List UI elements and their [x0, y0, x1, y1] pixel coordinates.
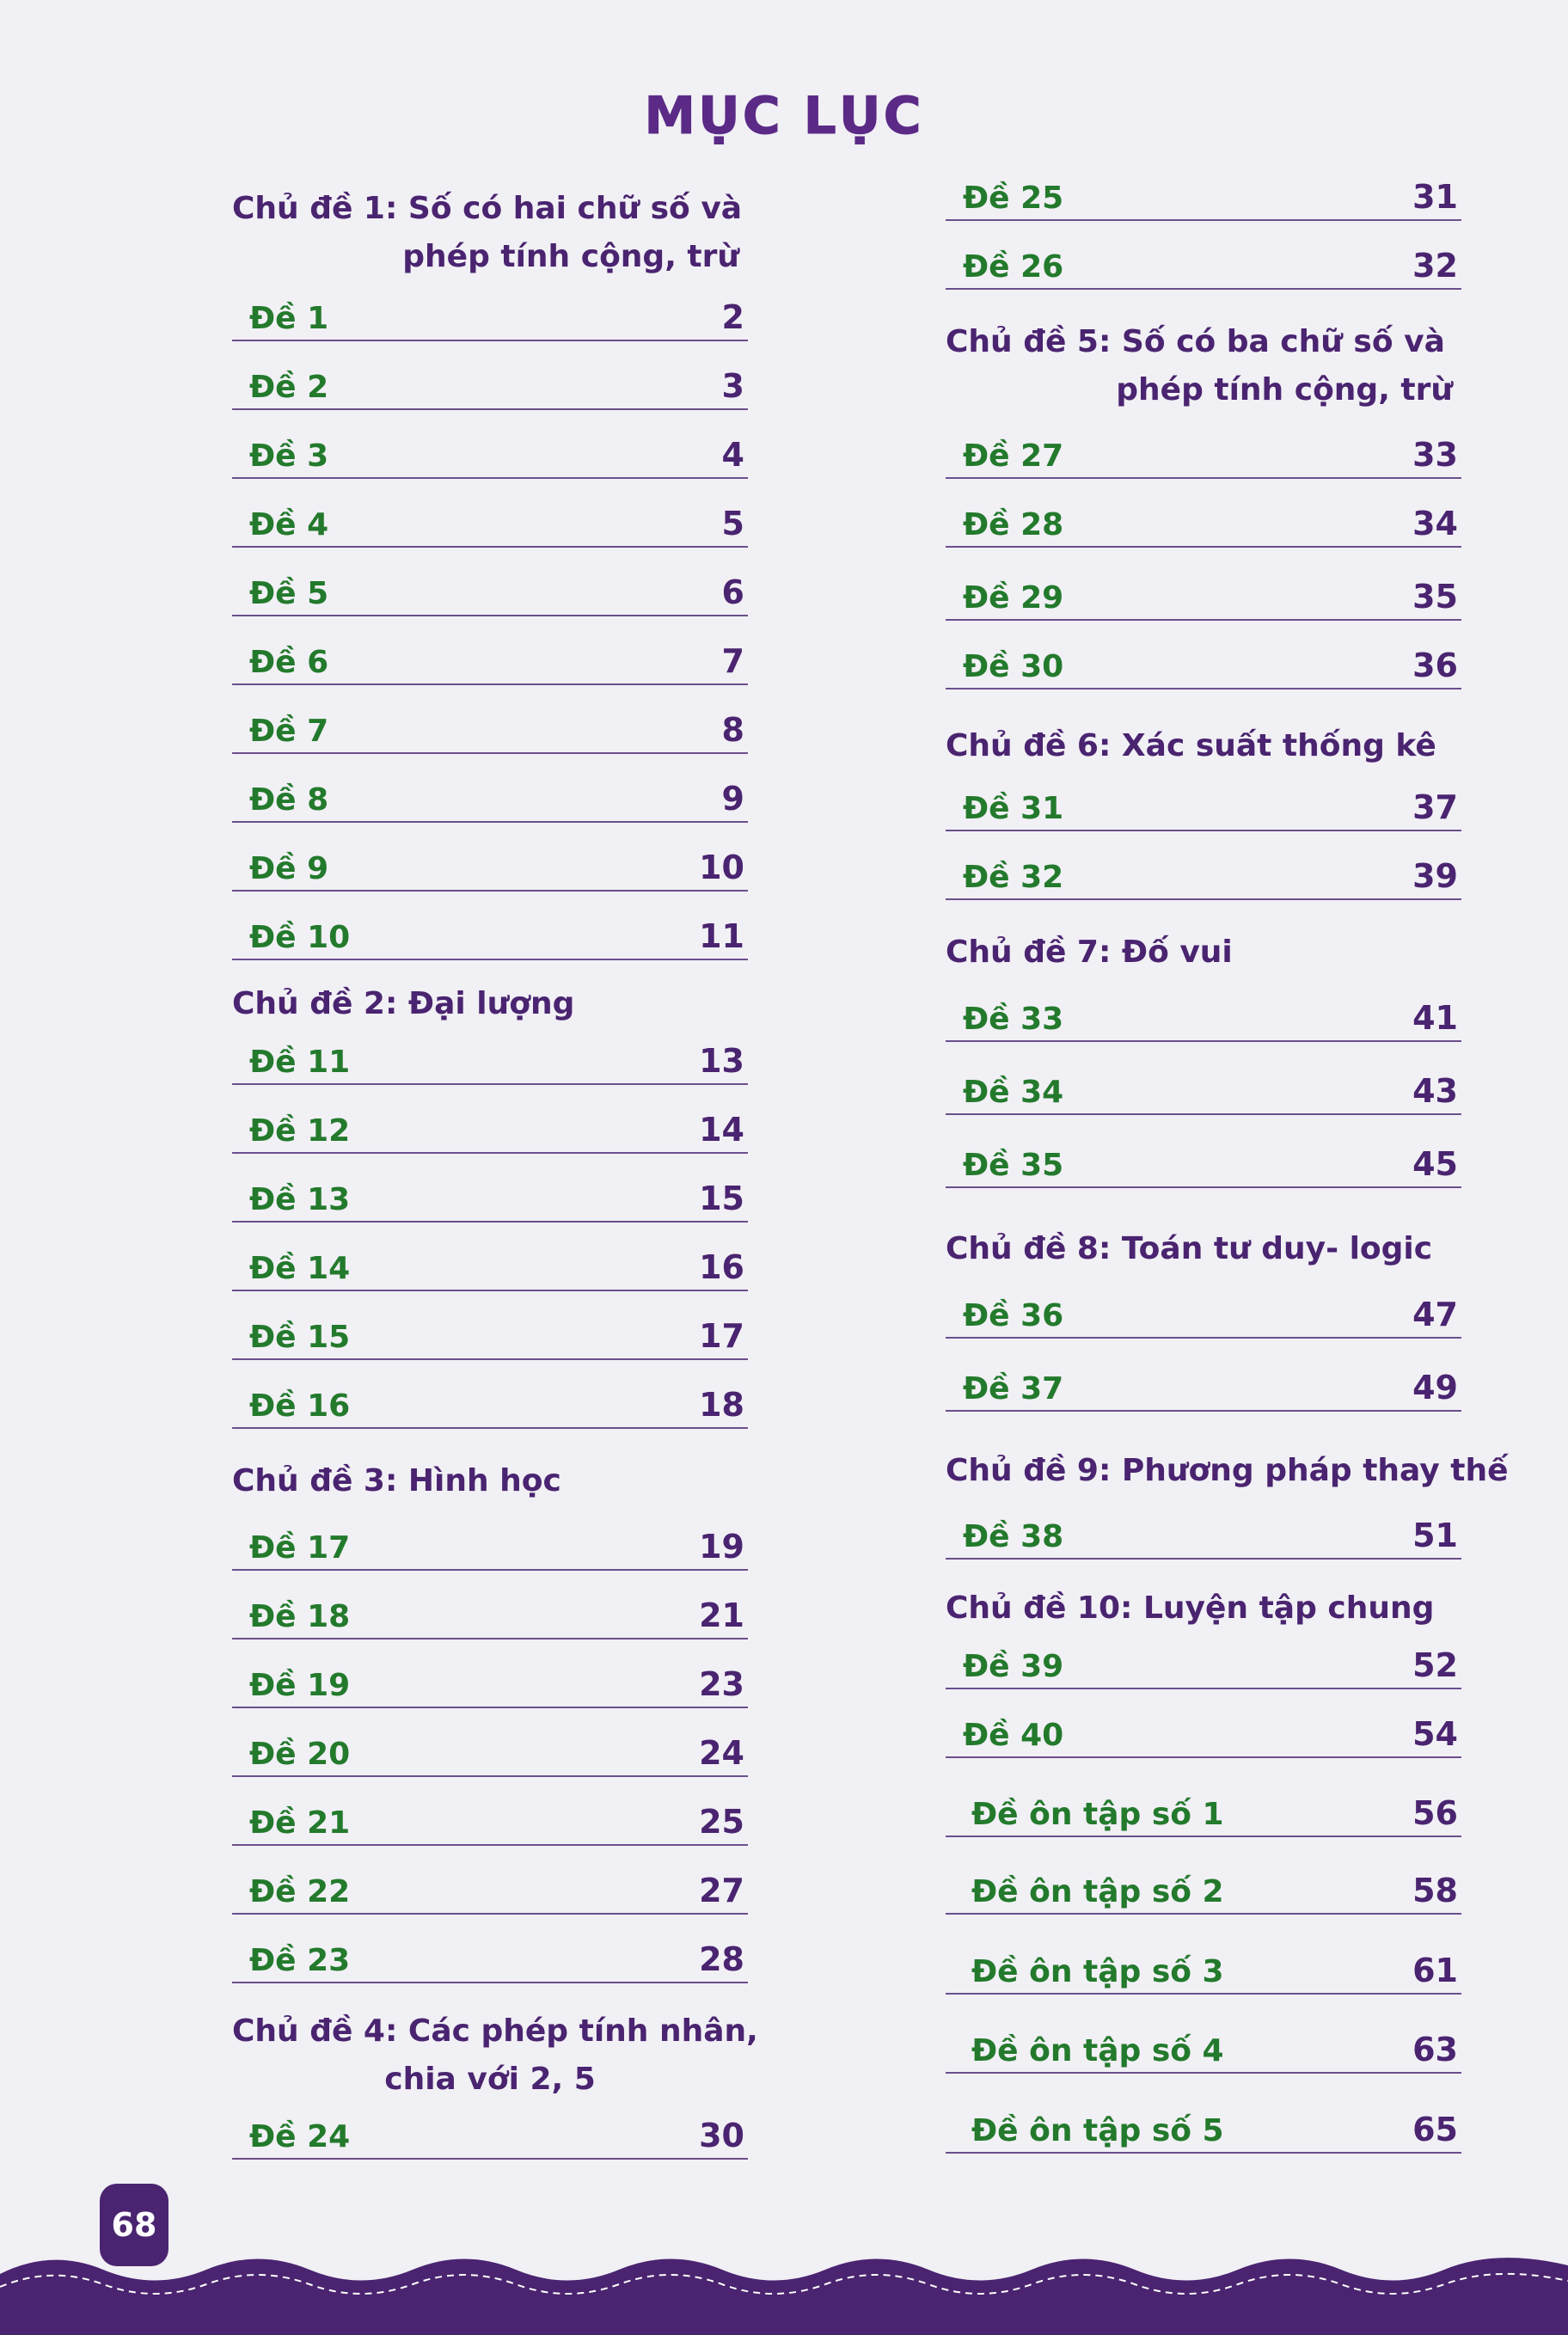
toc-entry[interactable]: Đề 35 45: [946, 1135, 1461, 1188]
topic-heading-9: Chủ đề 9: Phương pháp thay thế: [946, 1453, 1509, 1488]
toc-entry[interactable]: Đề 6 7: [232, 632, 748, 685]
toc-entry[interactable]: Đề 10 11: [232, 907, 748, 960]
toc-entry[interactable]: Đề 9 10: [232, 838, 748, 892]
toc-entry[interactable]: Đề 8 9: [232, 769, 748, 823]
toc-entry[interactable]: Đề 15 17: [232, 1307, 748, 1360]
page-title: MỤC LỤC: [644, 86, 924, 146]
toc-entry[interactable]: Đề 40 54: [946, 1705, 1461, 1758]
topic-heading-6: Chủ đề 6: Xác suất thống kê: [946, 728, 1436, 763]
toc-entry[interactable]: Đề 29 35: [946, 567, 1461, 621]
toc-entry[interactable]: Đề 5 6: [232, 563, 748, 616]
toc-entry-review[interactable]: Đề ôn tập số 4 63: [946, 2020, 1461, 2074]
toc-entry[interactable]: Đề 4 5: [232, 494, 748, 548]
toc-entry-review[interactable]: Đề ôn tập số 2 58: [946, 1861, 1461, 1915]
toc-entry[interactable]: Đề 12 14: [232, 1100, 748, 1154]
toc-entry[interactable]: Đề 27 33: [946, 426, 1461, 479]
topic-heading-3: Chủ đề 3: Hình học: [232, 1463, 561, 1498]
topic-heading-1: Chủ đề 1: Số có hai chữ số và phép tính cộng, trừ: [232, 191, 743, 274]
toc-entry[interactable]: Đề 16 18: [232, 1376, 748, 1429]
topic-heading-4: Chủ đề 4: Các phép tính nhân, chia với 2, 5: [232, 2013, 758, 2097]
toc-entry[interactable]: Đề 22 27: [232, 1861, 748, 1915]
toc-entry[interactable]: Đề 25 31: [946, 168, 1461, 221]
toc-entry[interactable]: Đề 24 30: [232, 2106, 748, 2160]
toc-entry[interactable]: Đề 18 21: [232, 1586, 748, 1639]
toc-entry[interactable]: Đề 7 8: [232, 701, 748, 754]
toc-entry[interactable]: Đề 11 13: [232, 1032, 748, 1085]
toc-entry[interactable]: Đề 28 34: [946, 494, 1461, 548]
toc-entry[interactable]: Đề 39 52: [946, 1636, 1461, 1689]
toc-entry[interactable]: Đề 14 16: [232, 1238, 748, 1291]
toc-entry[interactable]: Đề 3 4: [232, 426, 748, 479]
toc-entry[interactable]: Đề 17 19: [232, 1517, 748, 1571]
topic-heading-2: Chủ đề 2: Đại lượng: [232, 986, 575, 1021]
topic-heading-8: Chủ đề 8: Toán tư duy- logic: [946, 1231, 1433, 1266]
toc-entry[interactable]: Đề 30 36: [946, 636, 1461, 689]
toc-entry-review[interactable]: Đề ôn tập số 3 61: [946, 1941, 1461, 1995]
toc-entry[interactable]: Đề 19 23: [232, 1655, 748, 1708]
toc-entry[interactable]: Đề 26 32: [946, 236, 1461, 290]
toc-entry[interactable]: Đề 37 49: [946, 1358, 1461, 1412]
toc-entry[interactable]: Đề 33 41: [946, 989, 1461, 1042]
page-number-badge: 68: [100, 2184, 168, 2266]
topic-heading-10: Chủ đề 10: Luyện tập chung: [946, 1590, 1435, 1626]
toc-entry[interactable]: Đề 36 47: [946, 1285, 1461, 1339]
topic-heading-7: Chủ đề 7: Đố vui: [946, 935, 1233, 970]
toc-entry[interactable]: Đề 2 3: [232, 357, 748, 410]
toc-entry[interactable]: Đề 23 28: [232, 1930, 748, 1983]
toc-entry-review[interactable]: Đề ôn tập số 1 56: [946, 1784, 1461, 1837]
toc-entry[interactable]: Đề 20 24: [232, 1724, 748, 1777]
toc-entry[interactable]: Đề 1 2: [232, 288, 748, 341]
footer-wave-band: [0, 2240, 1568, 2335]
toc-entry[interactable]: Đề 13 15: [232, 1169, 748, 1223]
toc-entry-review[interactable]: Đề ôn tập số 5 65: [946, 2100, 1461, 2154]
toc-entry[interactable]: Đề 31 37: [946, 778, 1461, 831]
toc-entry[interactable]: Đề 21 25: [232, 1793, 748, 1846]
toc-entry[interactable]: Đề 38 51: [946, 1506, 1461, 1560]
topic-heading-5: Chủ đề 5: Số có ba chữ số và phép tính cộng, trừ: [946, 324, 1453, 408]
toc-entry[interactable]: Đề 34 43: [946, 1062, 1461, 1115]
toc-entry[interactable]: Đề 32 39: [946, 847, 1461, 900]
